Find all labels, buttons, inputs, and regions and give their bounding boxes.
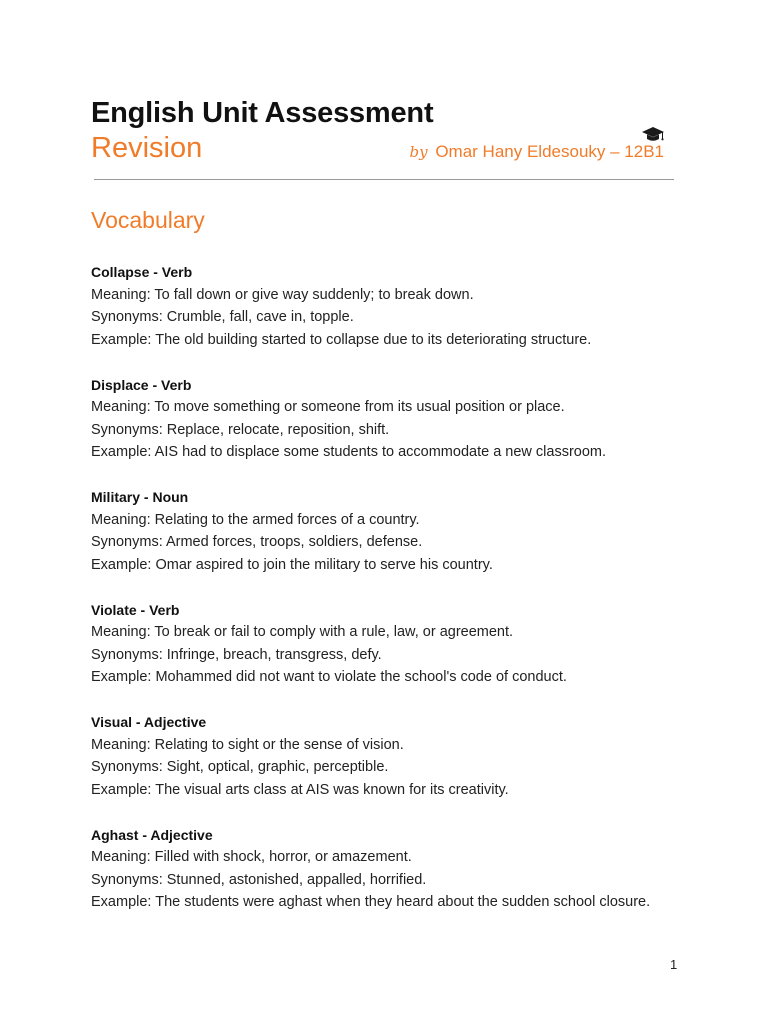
author-name: Omar Hany Eldesouky – 12B1 [435, 142, 664, 161]
entry-example: Example: Mohammed did not want to violate the school's code of conduct. [91, 669, 567, 686]
entry-meaning: Meaning: To fall down or give way suddenly; to break down. [91, 286, 474, 303]
vocabulary-list [91, 261, 691, 937]
entry-heading: Military - Noun [91, 489, 189, 506]
entry-synonyms: Synonyms: Armed forces, troops, soldiers, defense. [91, 534, 423, 551]
header-divider [94, 179, 674, 180]
document-title: English Unit Assessment [91, 97, 434, 129]
author-line [410, 141, 664, 163]
entry-synonyms: Synonyms: Replace, relocate, reposition, shift. [91, 421, 390, 438]
entry-example: Example: The old building started to collapse due to its deteriorating structure. [91, 331, 592, 348]
vocabulary-entry [91, 711, 691, 824]
entry-example: Example: Omar aspired to join the military to serve his country. [91, 556, 493, 573]
entry-synonyms: Synonyms: Sight, optical, graphic, perceptible. [91, 759, 389, 776]
section-title: Vocabulary [91, 207, 205, 233]
entry-synonyms: Synonyms: Stunned, astonished, appalled, horrified. [91, 871, 427, 888]
entry-meaning: Meaning: Filled with shock, horror, or amazement. [91, 849, 412, 866]
entry-meaning: Meaning: To move something or someone from its usual position or place. [91, 399, 565, 416]
entry-example: Example: The students were aghast when they heard about the sudden school closure. [91, 894, 651, 911]
document-subtitle: Revision [91, 132, 203, 164]
entry-example: Example: AIS had to displace some students to accommodate a new classroom. [91, 444, 607, 461]
entry-example: Example: The visual arts class at AIS was known for its creativity. [91, 781, 509, 798]
entry-meaning: Meaning: Relating to the armed forces of a country. [91, 511, 420, 528]
entry-synonyms: Synonyms: Infringe, breach, transgress, defy. [91, 646, 382, 663]
entry-heading: Displace - Verb [91, 376, 192, 393]
entry-synonyms: Synonyms: Crumble, fall, cave in, topple. [91, 309, 354, 325]
entry-heading: Violate - Verb [91, 601, 180, 618]
page-number: 1 [670, 957, 678, 972]
vocabulary-entry [91, 486, 691, 599]
entry-meaning: Meaning: Relating to sight or the sense of vision. [91, 736, 404, 753]
vocabulary-entry [91, 824, 691, 937]
entry-heading: Visual - Adjective [91, 714, 207, 731]
entry-heading: Collapse - Verb [91, 264, 193, 280]
vocabulary-entry [91, 374, 691, 487]
entry-meaning: Meaning: To break or fail to comply with a rule, law, or agreement. [91, 624, 514, 641]
vocabulary-entry [91, 599, 691, 712]
author-prefix: by [409, 143, 428, 161]
vocabulary-entry [91, 261, 691, 374]
entry-heading: Aghast - Adjective [91, 826, 213, 843]
